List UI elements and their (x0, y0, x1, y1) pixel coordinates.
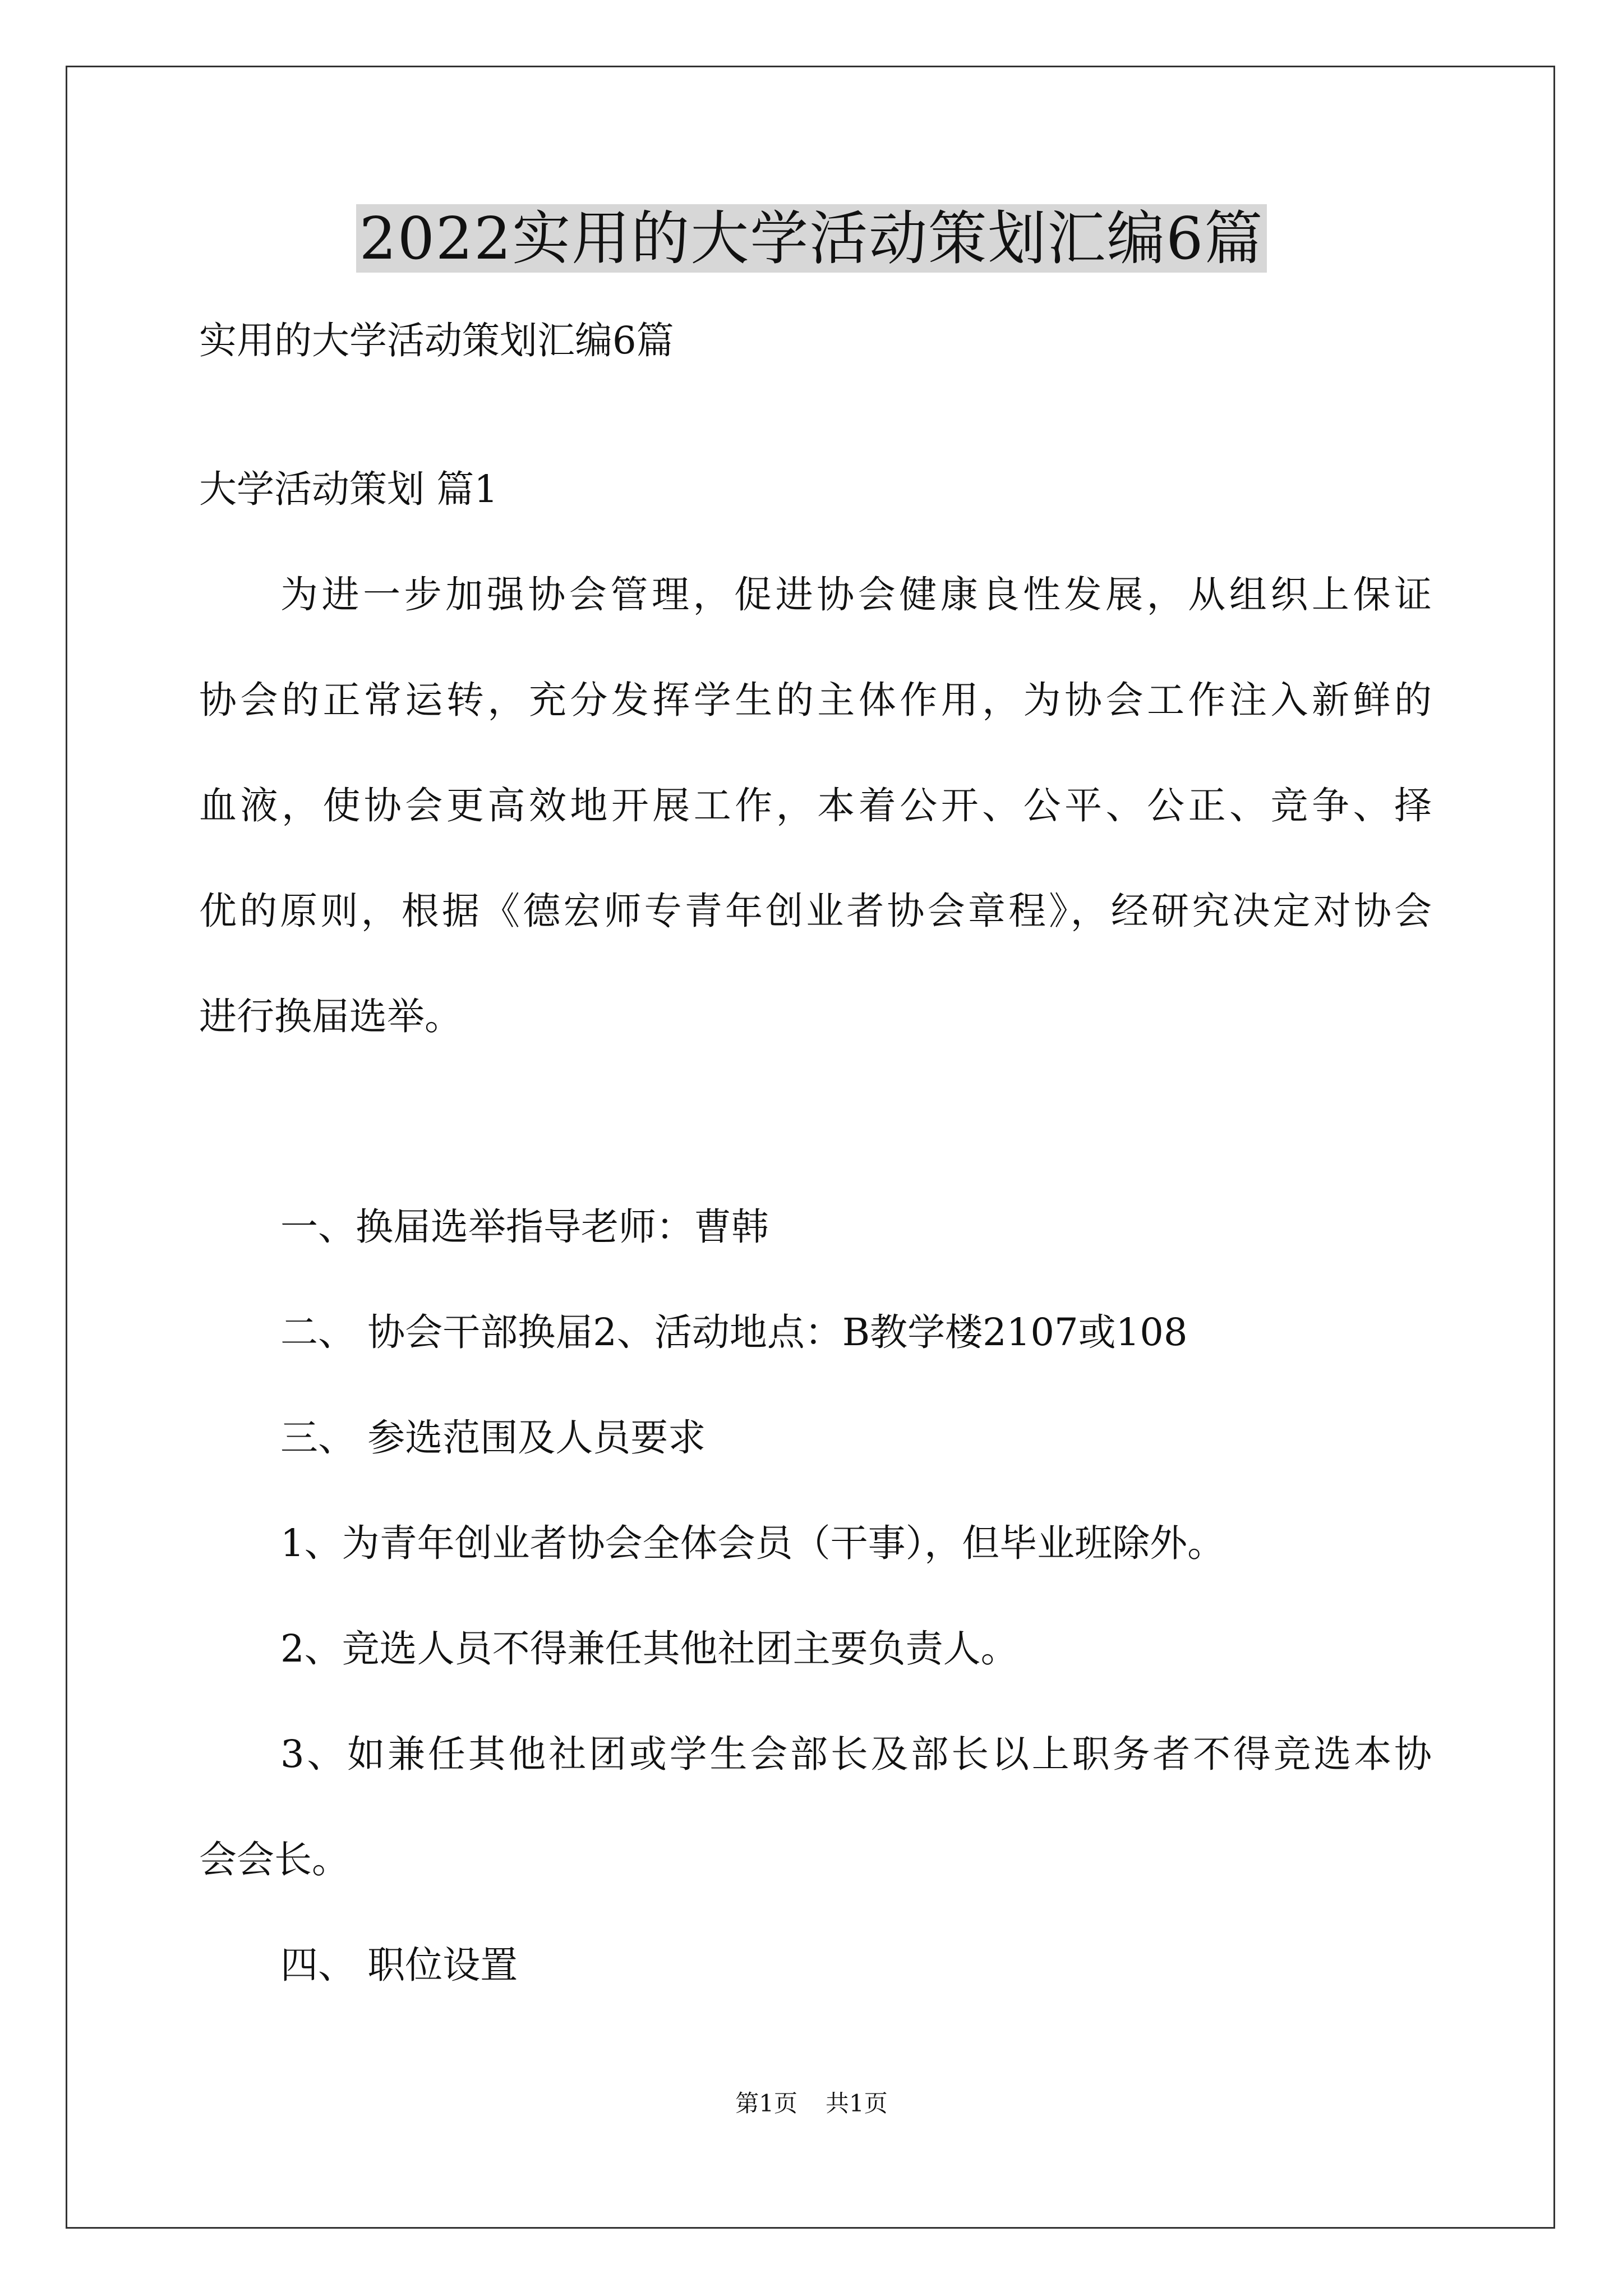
requirement-3-line-2: 会会长。 (199, 1838, 349, 1881)
requirement-1: 1、为青年创业者协会全体会员（干事），但毕业班除外。 (280, 1521, 1225, 1565)
list-item-3: 三、 参选范围及人员要求 (280, 1416, 706, 1460)
document-subtitle: 实用的大学活动策划汇编6篇 (199, 319, 674, 362)
list-item-1: 一、换届选举指导老师：曹韩 (280, 1205, 769, 1249)
document-title-text: 2022实用的大学活动策划汇编6篇 (356, 204, 1267, 273)
intro-paragraph-line-4: 优的原则，根据《德宏师专青年创业者协会章程》，经研究决定对协会 (199, 889, 1433, 933)
intro-paragraph-line-3: 血液，使协会更高效地开展工作，本着公开、公平、公正、竞争、择 (199, 784, 1433, 827)
list-item-4: 四、 职位设置 (280, 1943, 518, 1987)
requirement-3-line-1: 3、如兼任其他社团或学生会部长及部长以上职务者不得竞选本协 (280, 1732, 1433, 1776)
page-border (66, 66, 1555, 2229)
page-footer (0, 2087, 1623, 2120)
intro-paragraph-line-1: 为进一步加强协会管理，促进协会健康良性发展，从组织上保证 (280, 573, 1433, 616)
section-heading: 大学活动策划 篇1 (199, 467, 498, 511)
document-title (0, 196, 1623, 280)
page-number-current: 第1页 (735, 2090, 797, 2117)
page-number-total: 共1页 (826, 2090, 888, 2117)
list-item-2: 二、 协会干部换届2、活动地点：B教学楼2107或108 (280, 1310, 1188, 1354)
intro-paragraph-line-2: 协会的正常运转，充分发挥学生的主体作用，为协会工作注入新鲜的 (199, 678, 1433, 722)
requirement-2: 2、竞选人员不得兼任其他社团主要负责人。 (280, 1627, 1018, 1671)
intro-paragraph-line-5: 进行换届选举。 (199, 995, 462, 1038)
